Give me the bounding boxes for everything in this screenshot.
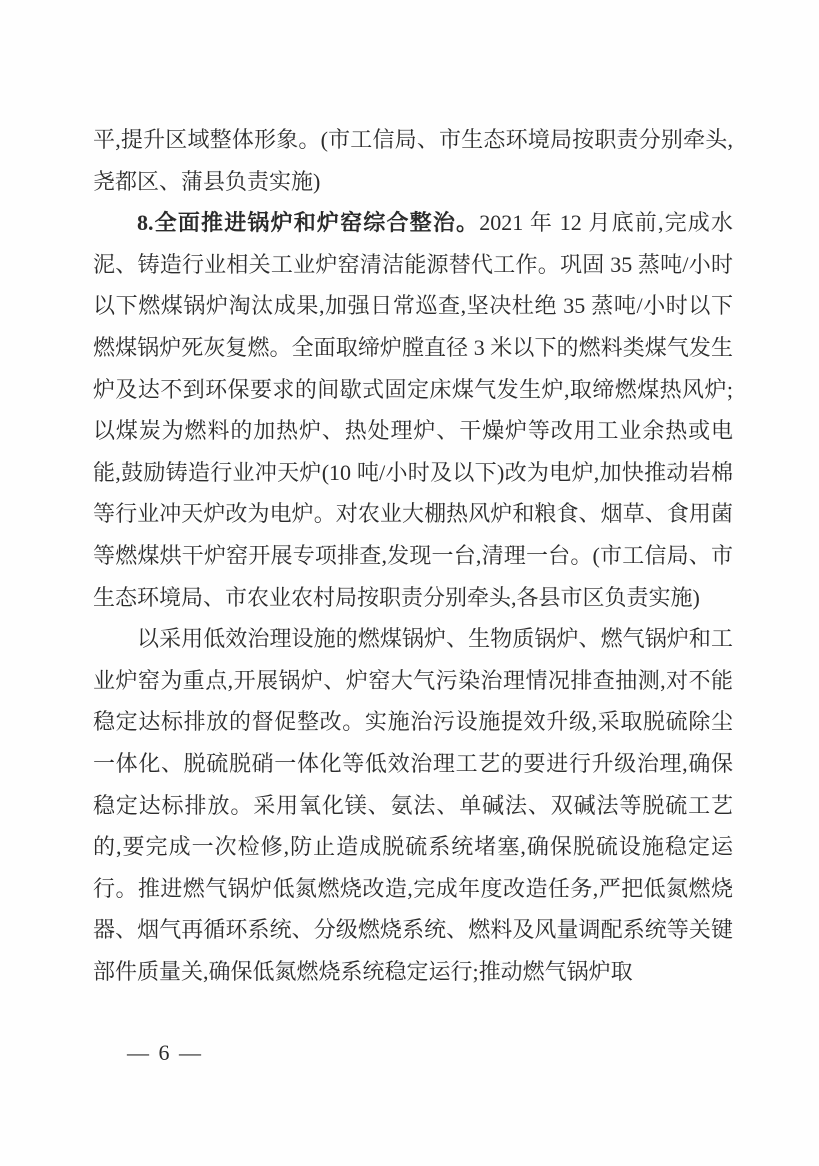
section-8-heading: 8.全面推进锅炉和炉窑综合整治。 [137, 210, 480, 236]
paragraph-boiler-upgrade: 以采用低效治理设施的燃煤锅炉、生物质锅炉、燃气锅炉和工业炉窑为重点,开展锅炉、炉窑大气污染治理情况排查抽测,对不能稳定达标排放的督促整改。实施治污设施提效升级,采取脱硫除尘一体化、脱硫脱硝一体化等低效治理工艺的要进行升级治理,确保稳定达标排放。采用氧化镁、氨法、单碱法、双碱法等脱硫工艺的,要完成一次检修,防止造成脱硫系统堵塞,确保脱硫设施稳定运行。推进燃气锅炉低氮燃烧改造,完成年度改造任务,严把低氮燃烧器、烟气再循环系统、分级燃烧系统、燃料及风量调配系统等关键部件质量关,确保低氮燃烧系统稳定运行;推动燃气锅炉取 [93, 626, 733, 984]
section-8-body: 2021 年 12 月底前,完成水泥、铸造行业相关工业炉窑清洁能源替代工作。巩固 35 蒸吨/小时以下燃煤锅炉淘汰成果,加强日常巡查,坚决杜绝 35 蒸吨/小时以下燃煤锅炉死灰复燃。全面取缔炉膛直径 3 米以下的燃料类煤气发生炉及达不到环保要求的间歇式固定床煤气发生炉,取缔燃煤热风炉;以煤炭为燃料的加热炉、热处理炉、干燥炉等改用工业余热或电能,鼓励铸造行业冲天炉(10 吨/小时及以下)改为电炉,加快推动岩棉等行业冲天炉改为电炉。对农业大棚热风炉和粮食、烟草、食用菌等燃煤烘干炉窑开展专项排查,发现一台,清理一台。(市工信局、市生态环境局、市农业农村局按职责分别牵头,各县市区负责实施) [93, 210, 733, 610]
document-body [93, 119, 733, 992]
page-number: — 6 — [127, 1040, 203, 1065]
paragraph-continued-from-previous-page: 平,提升区域整体形象。(市工信局、市生态环境局按职责分别牵头,尧都区、蒲县负责实施) [93, 127, 733, 194]
paragraph-section-8 [93, 202, 733, 618]
